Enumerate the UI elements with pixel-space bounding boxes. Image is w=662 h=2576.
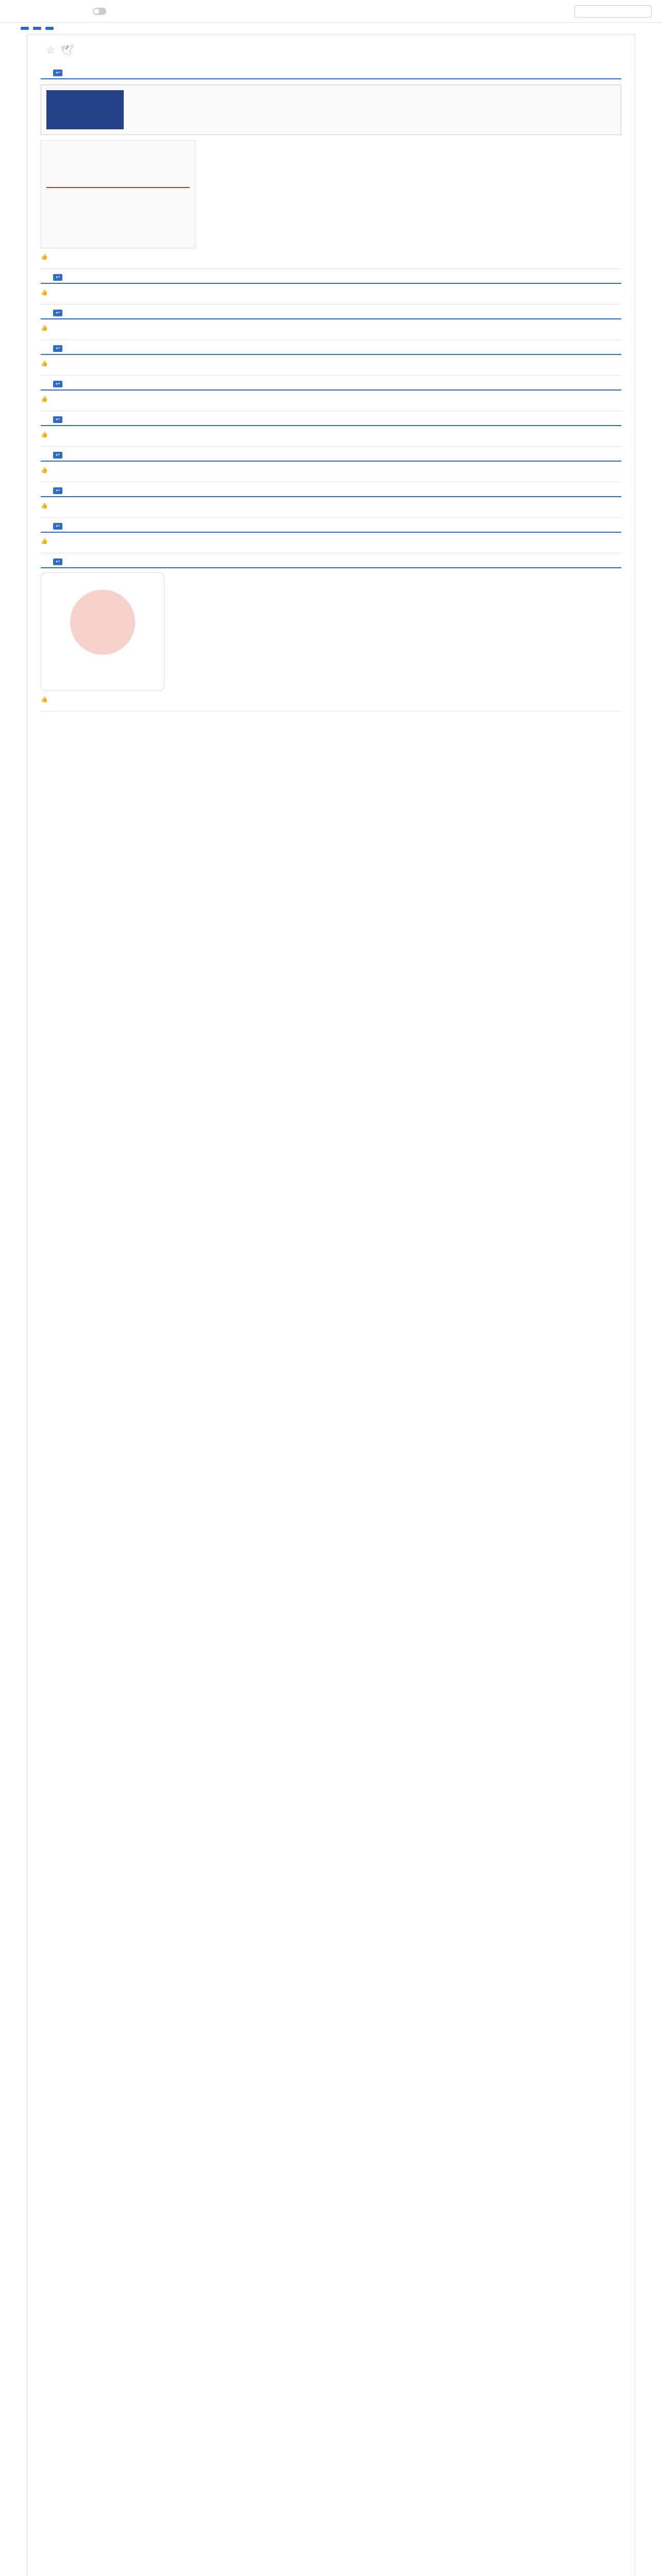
- post: [41, 340, 621, 376]
- like-icon[interactable]: 👍: [41, 289, 48, 296]
- search-box: [574, 5, 655, 18]
- post-list: [41, 64, 621, 711]
- post: [41, 304, 621, 340]
- breadcrumb-item[interactable]: [21, 27, 29, 30]
- reply-badge[interactable]: ↩: [53, 487, 62, 494]
- search-input[interactable]: [574, 5, 652, 18]
- post: [41, 64, 621, 269]
- post-footer: [41, 538, 621, 545]
- like-icon[interactable]: 👍: [41, 696, 48, 703]
- bird-share-icon[interactable]: 🕊: [60, 44, 74, 56]
- post-meta: [41, 452, 621, 462]
- post-footer: [41, 325, 621, 331]
- reply-badge[interactable]: ↩: [53, 345, 62, 352]
- mascot-image: [41, 572, 164, 691]
- post-footer: [41, 253, 621, 260]
- post-meta: [41, 487, 621, 497]
- post-meta: [41, 274, 621, 284]
- post: [41, 518, 621, 553]
- breadcrumb-item[interactable]: [33, 27, 41, 30]
- post-footer: [41, 289, 621, 296]
- post: [41, 553, 621, 711]
- like-icon[interactable]: 👍: [41, 431, 48, 438]
- post-meta: [41, 558, 621, 568]
- toggle-switch[interactable]: [93, 8, 106, 15]
- reply-badge[interactable]: ↩: [53, 381, 62, 387]
- site-header: [0, 0, 662, 23]
- thread-main: [27, 34, 635, 2576]
- post-meta: [41, 416, 621, 426]
- thread-title-row: [41, 44, 621, 56]
- post-meta: [41, 70, 621, 79]
- post-footer: [41, 396, 621, 402]
- dark-mode-toggle[interactable]: [93, 8, 109, 15]
- like-icon[interactable]: 👍: [41, 253, 48, 260]
- like-icon[interactable]: 👍: [41, 396, 48, 402]
- post: [41, 376, 621, 411]
- post-meta: [41, 381, 621, 391]
- post-footer: [41, 467, 621, 473]
- reply-badge[interactable]: ↩: [53, 310, 62, 316]
- post-meta: [41, 345, 621, 355]
- reply-badge[interactable]: ↩: [53, 558, 62, 565]
- post-footer: [41, 360, 621, 367]
- like-icon[interactable]: 👍: [41, 325, 48, 331]
- post: [41, 269, 621, 304]
- star-icon[interactable]: ☆: [46, 44, 55, 56]
- like-icon[interactable]: 👍: [41, 502, 48, 509]
- reply-badge[interactable]: ↩: [53, 70, 62, 76]
- link-thumbnail: [46, 90, 124, 129]
- reply-badge[interactable]: ↩: [53, 416, 62, 423]
- reply-badge[interactable]: ↩: [53, 523, 62, 530]
- post: [41, 482, 621, 518]
- post-meta: [41, 310, 621, 319]
- breadcrumb: [0, 23, 662, 34]
- stock-chart-image: [41, 140, 195, 248]
- like-icon[interactable]: 👍: [41, 360, 48, 367]
- reply-badge[interactable]: ↩: [53, 452, 62, 459]
- like-icon[interactable]: 👍: [41, 467, 48, 473]
- breadcrumb-item[interactable]: [45, 27, 54, 30]
- post-footer: [41, 431, 621, 438]
- post-footer: [41, 502, 621, 509]
- like-icon[interactable]: 👍: [41, 538, 48, 545]
- reply-badge[interactable]: ↩: [53, 274, 62, 281]
- link-card[interactable]: [41, 84, 621, 135]
- post-footer: [41, 696, 621, 703]
- post: [41, 411, 621, 447]
- post: [41, 447, 621, 482]
- post-meta: [41, 523, 621, 533]
